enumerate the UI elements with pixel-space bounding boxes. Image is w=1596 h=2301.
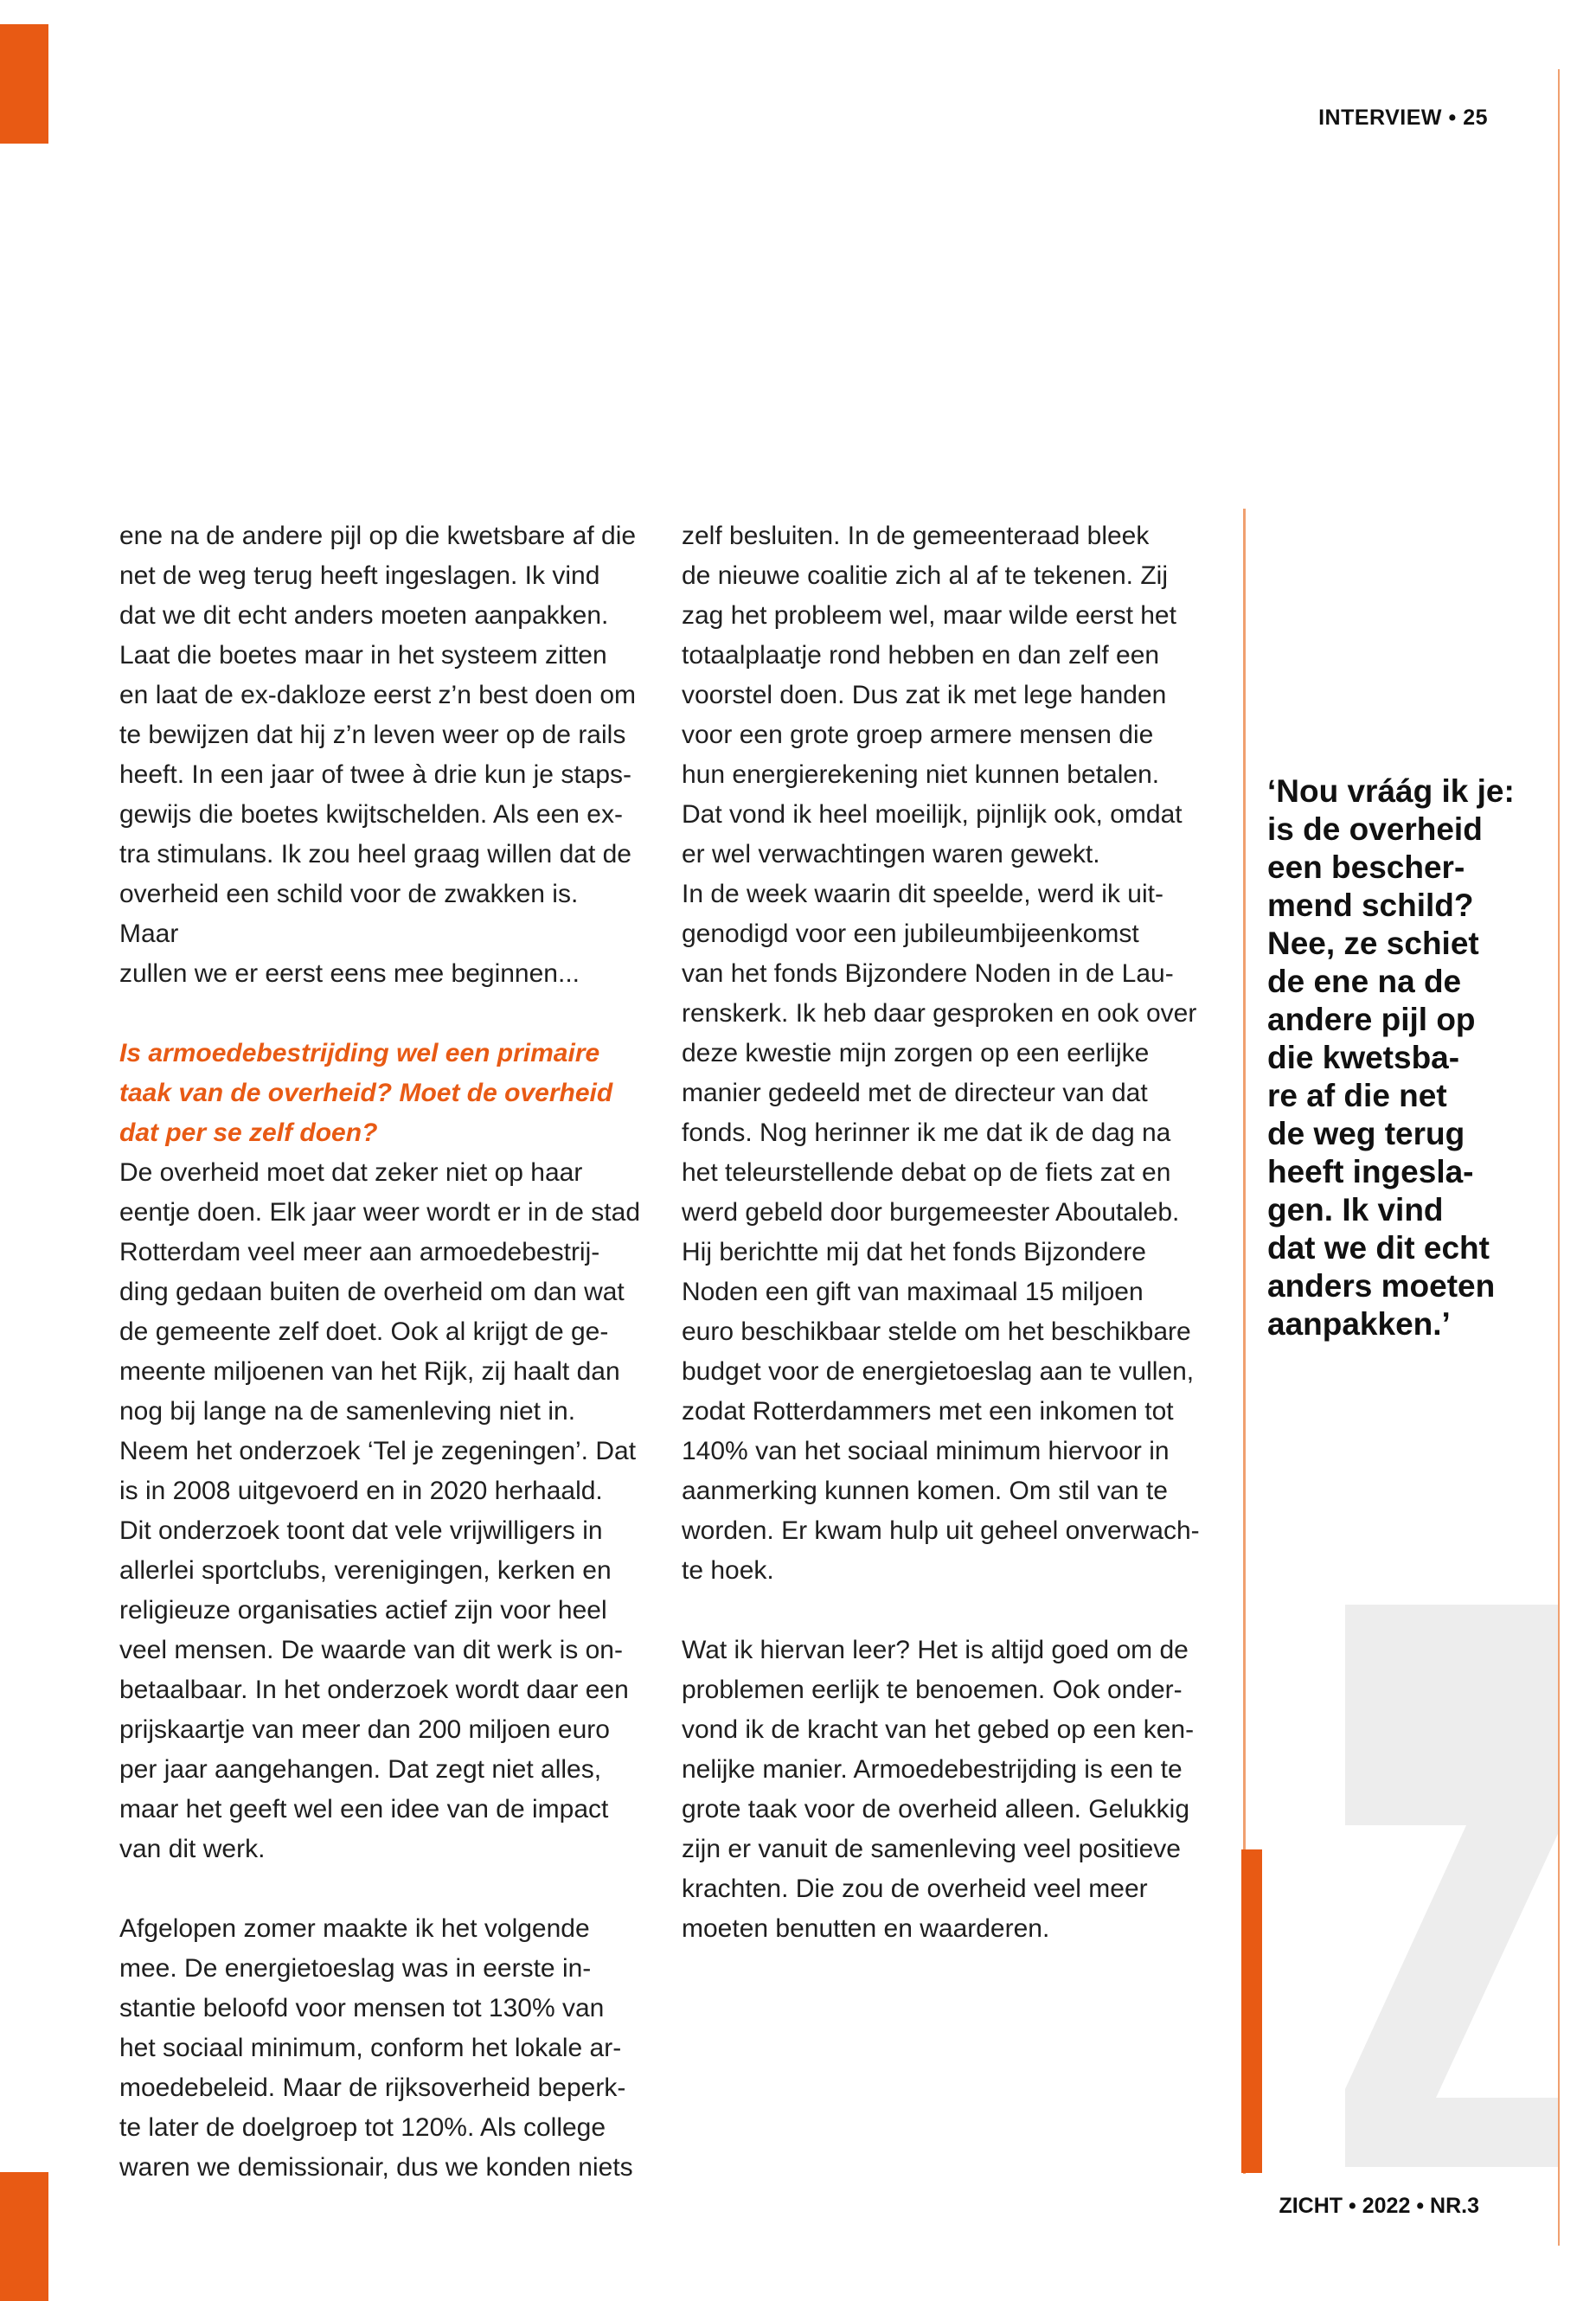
text-line: de gemeente zelf doet. Ook al krijgt de ge- (119, 1317, 609, 1346)
text-line: stantie beloofd voor mensen tot 130% van (119, 1994, 605, 2022)
text-line: ene na de andere pijl op die kwetsbare af die (119, 522, 637, 550)
question-line: taak van de overheid? Moet de overheid (119, 1079, 613, 1107)
footer-separator: • (1349, 2194, 1356, 2218)
text-line: zijn er vanuit de samenleving veel positieve (682, 1835, 1181, 1863)
text-line: Rotterdam veel meer aan armoedebestrij- (119, 1238, 600, 1266)
text-line: veel mensen. De waarde van dit werk is on- (119, 1636, 623, 1664)
paragraph-6 (682, 875, 1205, 1591)
pull-quote-line: gen. Ik vind (1267, 1192, 1444, 1227)
pull-quote-line: anders moeten (1267, 1268, 1496, 1304)
running-header (1237, 106, 1488, 131)
text-line: zag het probleem wel, maar wilde eerst het (682, 601, 1176, 630)
text-line: totaalplaatje rond hebben en dan zelf een (682, 641, 1160, 670)
pull-quote-line: die kwetsba- (1267, 1040, 1460, 1075)
paragraph-1 (119, 516, 643, 994)
pull-quote-line: re af die net (1267, 1078, 1447, 1113)
text-line: De overheid moet dat zeker niet op haar (119, 1158, 583, 1187)
text-line: genodigd voor een jubileumbijeenkomst (682, 920, 1139, 948)
pull-quote-line: de ene na de (1267, 964, 1462, 999)
text-line: worden. Er kwam hulp uit geheel onverwach- (682, 1516, 1200, 1545)
text-line: euro beschikbaar stelde om het beschikbare (682, 1317, 1191, 1346)
text-line: aanmerking kunnen komen. Om stil van te (682, 1477, 1168, 1505)
text-line: deze kwestie mijn zorgen op een eerlijke (682, 1039, 1150, 1067)
text-line: Dit onderzoek toont dat vele vrijwilligers in (119, 1516, 603, 1545)
text-line: het sociaal minimum, conform het lokale ar- (119, 2034, 622, 2062)
text-line: budget voor de energietoeslag aan te vullen, (682, 1357, 1195, 1386)
text-line: het teleurstellende debat op de fiets zat en (682, 1158, 1171, 1187)
text-line: te later de doelgroep tot 120%. Als college (119, 2113, 606, 2142)
text-line: en laat de ex-dakloze eerst z’n best doen om (119, 681, 637, 709)
text-line: betaalbaar. In het onderzoek wordt daar een (119, 1676, 629, 1704)
question-line: dat per se zelf doen? (119, 1118, 378, 1147)
text-line: Dat vond ik heel moeilijk, pijnlijk ook, omdat (682, 800, 1183, 829)
text-line: zodat Rotterdammers met een inkomen tot (682, 1397, 1174, 1426)
text-line: te hoek. (682, 1556, 774, 1585)
text-line: dat we dit echt anders moeten aanpakken. (119, 601, 609, 630)
text-line: zullen we er eerst eens mee beginnen... (119, 959, 580, 988)
pull-quote-line: is de overheid (1267, 811, 1483, 847)
text-line: manier gedeeld met de directeur van dat (682, 1079, 1148, 1107)
text-line: van dit werk. (119, 1835, 266, 1863)
text-line: Wat ik hiervan leer? Het is altijd goed om de (682, 1636, 1189, 1664)
pull-quote-line: Nee, ze schiet (1267, 926, 1479, 961)
text-line: maar het geeft wel een idee van de impact (119, 1795, 609, 1823)
issue-number: NR.3 (1430, 2194, 1479, 2218)
pull-quote-accent-bar (1241, 1849, 1262, 2173)
text-line: vond ik de kracht van het gebed op een ken- (682, 1715, 1195, 1744)
decorative-z-glyph (1345, 1605, 1558, 2167)
text-line: grote taak voor de overheid alleen. Gelukkig (682, 1795, 1190, 1823)
text-line: allerlei sportclubs, verenigingen, kerken en (119, 1556, 612, 1585)
text-line: de nieuwe coalitie zich al af te tekenen. Zij (682, 561, 1168, 590)
text-line: fonds. Nog herinner ik me dat ik de dag na (682, 1118, 1171, 1147)
running-footer (1211, 2194, 1479, 2219)
article-column-left (119, 516, 643, 2188)
decorative-z-shape (1345, 1605, 1558, 2167)
text-line: Neem het onderzoek ‘Tel je zegeningen’. Dat (119, 1437, 637, 1465)
text-line: Noden een gift van maximaal 15 miljoen (682, 1278, 1144, 1306)
paragraph-2 (119, 1153, 643, 1432)
page-edge-rule (1558, 69, 1560, 2246)
text-line: religieuze organisaties actief zijn voor heel (119, 1596, 607, 1625)
paragraph-7 (682, 1631, 1205, 1949)
text-line: er wel verwachtingen waren gewekt. (682, 840, 1100, 868)
pull-quote-line: aanpakken.’ (1267, 1306, 1451, 1342)
text-line: mee. De energietoeslag was in eerste in- (119, 1954, 592, 1983)
text-line: nelijke manier. Armoedebestrijding is een te (682, 1755, 1183, 1784)
pull-quote-line: andere pijl op (1267, 1002, 1476, 1037)
question-line: Is armoedebestrijding wel een primaire (119, 1039, 600, 1067)
pull-quote (1267, 772, 1527, 1343)
paragraph-3 (119, 1432, 643, 1869)
pull-quote-line: een bescher- (1267, 849, 1465, 885)
paragraph-5 (682, 516, 1205, 875)
text-line: voorstel doen. Dus zat ik met lege handen (682, 681, 1167, 709)
pull-quote-line: de weg terug (1267, 1116, 1465, 1151)
text-line: waren we demissionair, dus we konden niets (119, 2153, 633, 2182)
header-separator: • (1448, 106, 1457, 130)
text-line: van het fonds Bijzondere Noden in de Lau- (682, 959, 1174, 988)
text-line: Hij berichtte mij dat het fonds Bijzondere (682, 1238, 1146, 1266)
text-line: overheid een schild voor de zwakken is. Maar (119, 880, 579, 948)
orange-edge-tab-top (0, 24, 48, 144)
text-line: prijskaartje van meer dan 200 miljoen euro (119, 1715, 610, 1744)
text-line: ding gedaan buiten de overheid om dan wat (119, 1278, 625, 1306)
text-line: zelf besluiten. In de gemeenteraad bleek (682, 522, 1150, 550)
text-line: Afgelopen zomer maakte ik het volgende (119, 1914, 590, 1943)
paragraph-4 (119, 1909, 643, 2188)
text-line: tra stimulans. Ik zou heel graag willen dat de (119, 840, 631, 868)
text-line: meente miljoenen van het Rijk, zij haalt dan (119, 1357, 620, 1386)
pull-quote-line: mend schild? (1267, 888, 1474, 923)
text-line: werd gebeld door burgemeester Aboutaleb. (682, 1198, 1180, 1227)
text-line: In de week waarin dit speelde, werd ik uit- (682, 880, 1163, 908)
text-line: net de weg terug heeft ingeslagen. Ik vind (119, 561, 600, 590)
section-label: INTERVIEW (1318, 106, 1443, 130)
article-column-right (682, 516, 1205, 1949)
text-line: 140% van het sociaal minimum hiervoor in (682, 1437, 1170, 1465)
text-line: eentje doen. Elk jaar weer wordt er in de stad (119, 1198, 641, 1227)
text-line: per jaar aangehangen. Dat zegt niet alles, (119, 1755, 602, 1784)
pull-quote-line: heeft ingesla- (1267, 1154, 1474, 1189)
text-line: krachten. Die zou de overheid veel meer (682, 1875, 1148, 1903)
footer-separator: • (1416, 2194, 1425, 2218)
text-line: gewijs die boetes kwijtschelden. Als een ex- (119, 800, 623, 829)
interview-question (119, 1034, 643, 1153)
text-line: nog bij lange na de samenleving niet in. (119, 1397, 576, 1426)
pull-quote-line: dat we dit echt (1267, 1230, 1490, 1266)
text-line: problemen eerlijk te benoemen. Ook onder- (682, 1676, 1183, 1704)
publication-year: 2022 (1362, 2194, 1411, 2218)
text-line: Laat die boetes maar in het systeem zitten (119, 641, 607, 670)
text-line: renskerk. Ik heb daar gesproken en ook over (682, 999, 1197, 1028)
publication-name: ZICHT (1279, 2194, 1343, 2218)
text-line: hun energierekening niet kunnen betalen. (682, 760, 1160, 789)
text-line: is in 2008 uitgevoerd en in 2020 herhaald. (119, 1477, 603, 1505)
text-line: te bewijzen dat hij z’n leven weer op de rails (119, 721, 626, 749)
text-line: moedebeleid. Maar de rijksoverheid beperk- (119, 2073, 626, 2102)
text-line: heeft. In een jaar of twee à drie kun je staps- (119, 760, 632, 789)
pull-quote-line: ‘Nou vráág ik je: (1267, 773, 1515, 809)
orange-edge-tab-bottom (0, 2172, 48, 2301)
text-line: voor een grote groep armere mensen die (682, 721, 1154, 749)
page-number: 25 (1463, 106, 1488, 130)
text-line: moeten benutten en waarderen. (682, 1914, 1050, 1943)
